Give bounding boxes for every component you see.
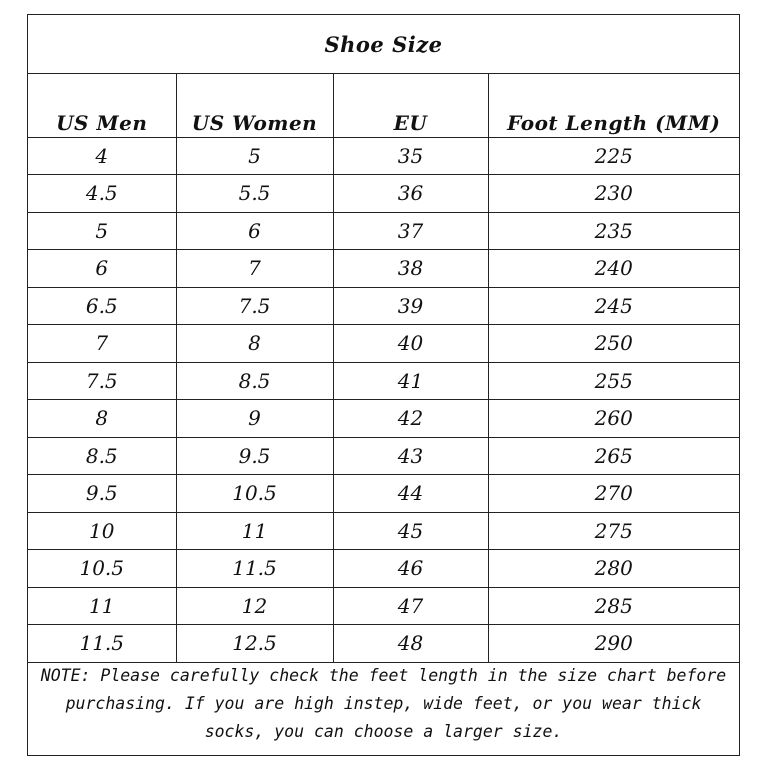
table-row — [28, 550, 739, 588]
cell-eu: 43 — [333, 437, 488, 475]
cell-eu: 48 — [333, 625, 488, 663]
cell-us-men: 11.5 — [28, 625, 176, 663]
cell-us-women: 5 — [176, 137, 333, 175]
cell-eu: 44 — [333, 475, 488, 513]
cell-us-women: 12 — [176, 587, 333, 625]
cell-foot-length: 260 — [488, 400, 739, 438]
chart-title: Shoe Size — [28, 15, 739, 74]
size-table — [28, 73, 739, 663]
cell-us-women: 8 — [176, 325, 333, 363]
cell-eu: 39 — [333, 287, 488, 325]
cell-foot-length: 285 — [488, 587, 739, 625]
header-us-women: US Women — [176, 73, 333, 137]
cell-us-men: 7.5 — [28, 362, 176, 400]
cell-us-men: 4 — [28, 137, 176, 175]
cell-us-men: 10.5 — [28, 550, 176, 588]
cell-foot-length: 290 — [488, 625, 739, 663]
table-row — [28, 250, 739, 288]
table-row — [28, 362, 739, 400]
cell-us-women: 12.5 — [176, 625, 333, 663]
header-us-men: US Men — [28, 73, 176, 137]
cell-eu: 38 — [333, 250, 488, 288]
cell-foot-length: 235 — [488, 212, 739, 250]
table-row — [28, 475, 739, 513]
cell-foot-length: 280 — [488, 550, 739, 588]
cell-eu: 46 — [333, 550, 488, 588]
cell-us-men: 7 — [28, 325, 176, 363]
table-row — [28, 137, 739, 175]
cell-us-men: 10 — [28, 512, 176, 550]
table-row — [28, 437, 739, 475]
table-row — [28, 212, 739, 250]
size-chart — [27, 14, 740, 756]
cell-us-women: 7.5 — [176, 287, 333, 325]
cell-us-women: 9 — [176, 400, 333, 438]
cell-us-women: 6 — [176, 212, 333, 250]
cell-foot-length: 225 — [488, 137, 739, 175]
cell-eu: 42 — [333, 400, 488, 438]
cell-eu: 40 — [333, 325, 488, 363]
cell-foot-length: 230 — [488, 175, 739, 213]
cell-eu: 36 — [333, 175, 488, 213]
cell-us-men: 11 — [28, 587, 176, 625]
cell-foot-length: 275 — [488, 512, 739, 550]
cell-us-men: 6.5 — [28, 287, 176, 325]
cell-eu: 41 — [333, 362, 488, 400]
cell-eu: 37 — [333, 212, 488, 250]
cell-us-men: 8 — [28, 400, 176, 438]
header-eu: EU — [333, 73, 488, 137]
size-note: NOTE: Please carefully check the feet length in the size chart before purchasing. If you are high instep, wide feet, or you wear thick socks, you can choose a larger size. — [40, 665, 727, 741]
cell-us-women: 10.5 — [176, 475, 333, 513]
cell-us-men: 4.5 — [28, 175, 176, 213]
cell-us-men: 9.5 — [28, 475, 176, 513]
cell-us-women: 9.5 — [176, 437, 333, 475]
table-body — [28, 137, 739, 662]
cell-foot-length: 245 — [488, 287, 739, 325]
cell-us-women: 7 — [176, 250, 333, 288]
cell-us-men: 5 — [28, 212, 176, 250]
cell-eu: 35 — [333, 137, 488, 175]
cell-foot-length: 250 — [488, 325, 739, 363]
cell-foot-length: 270 — [488, 475, 739, 513]
table-row — [28, 512, 739, 550]
cell-us-women: 11.5 — [176, 550, 333, 588]
cell-foot-length: 240 — [488, 250, 739, 288]
cell-us-women: 11 — [176, 512, 333, 550]
table-row — [28, 287, 739, 325]
table-row — [28, 175, 739, 213]
cell-us-men: 8.5 — [28, 437, 176, 475]
cell-us-women: 8.5 — [176, 362, 333, 400]
cell-us-women: 5.5 — [176, 175, 333, 213]
table-row — [28, 587, 739, 625]
cell-eu: 45 — [333, 512, 488, 550]
cell-foot-length: 265 — [488, 437, 739, 475]
header-foot-length: Foot Length (MM) — [488, 73, 739, 137]
cell-foot-length: 255 — [488, 362, 739, 400]
table-row — [28, 400, 739, 438]
header-row — [28, 73, 739, 137]
cell-eu: 47 — [333, 587, 488, 625]
cell-us-men: 6 — [28, 250, 176, 288]
table-row — [28, 325, 739, 363]
